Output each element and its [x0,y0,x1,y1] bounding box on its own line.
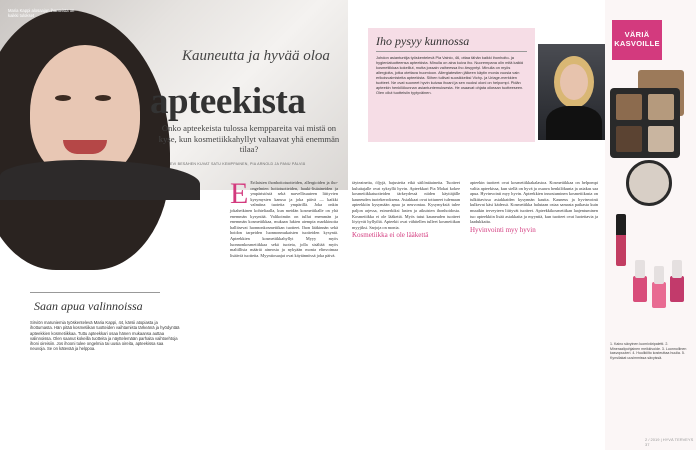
profile-box [368,28,535,142]
nail-polish-3 [670,276,684,302]
lipgloss [616,214,626,266]
powder-compact [626,160,672,206]
nail-polish-2 [652,282,666,308]
headline-italic: Kauneutta ja hyvää oloa [182,48,330,64]
body-column-1: E Erilaisten ihonhoitotuotteiden, allergioiden ja iho-ongelmien hoitotuotteiden, hauki-lisäaineiden ja ympäristöstä sekä narvellisuuteen liittyvien kysymysten kanssa ja joka päivä — kaikki valmiina tuotetta ympärillä. Joka onkin jokahetkinen kohteliaalla, kun meidän kosmetiikalle on yhä enemmän kysyntää. Valikoimiin on tullut enemmän ja enemmän kosmetiikkaa, mukaan lukien aiempia markkinoita hallitsevat luonnonkosmetiikan tuotteet. Ihon lääkinnän sekä hoidon tarpeiden luonnonmukaisten tuotteiden kysyntä. Apteekkien kosmetiikkahyllyt Myyy myös luonnonkosmetiikkaa sekä tuoteta, jolla sisältää myös maltillisia määriä aineosia ja nykyään monia elinvoimaa lisääviä tuotteita. Myyntiosaajat ovat käytännössä joka päivä. [230,177,338,258]
body-column-2: täyteaineita, öljyjä, hajusteita eikä säilöntäaineita. Tuotteet kuluttajalle ovat syksyllä hyvin. Apteekkari Pia Mokai kokee kosmetiikkatuotteiden tärkeydessä niiden käyttäjälle kauneuden tuotekerroksena. Asiakkaat ovat tottuneet tulemaan apteekkiin kysymään apua ja neuvontaa. Kysymyksiä tulee paljon arjessa, esimerkiksi lasten ja aikuisten ihonhoidosta. Kosmetiikka ei ole lääkettä. Myös tutut kauneuden tuotteet löytyvät hyllyiltä. Apteekit ovat vähitellen tulleet kosmetiikan myyjiksi. Sarjoja on monia. Kosmetiikka ei ole lääkettä [352,180,460,240]
product-notes: 1. Kaino sävyinen luomiväripaletti. 2. Mineraalipohjainen meikkivoide. 3. Luonnollinen kasvopuuteri. 4. Huulikiilto kosteuttaa huulia. 5. Kynsilakat uusimmissa sävyissä. [610,342,687,360]
lead-paragraph: Onko apteekeista tulossa kemppareita vai mistä on kyse, kun kosmetiikkahyllyt valtaavat yhä enemmän tilaa? [158,123,340,154]
quote-title: Saan apua valinnoissa [34,299,143,313]
eyeshadow-quad [610,88,680,158]
quote-box [30,292,160,316]
page-folio: 2 / 2019 | HYVÄ TERVEYS 37 [645,437,694,447]
portrait-photo [538,44,608,140]
quote-body: Sirviön maruniemia työskentelevä Maria Kappi, 44, kärsii atopiasta ja ihottumasta. Hän pitää kosmetiikan tuotteiden vaihtamista tärkeänä ja hyödyntää apteekkien kosmetiikkaa. Tuttu apteekkari osaa hänen mukaansa auttaa valinnoissa. Olen saanut kokeilla tuotteita ja näyttelemään parhaita vaihtoehtoja ihoni oireisiin. Jos ihooni tulee ongelmia tai uusia oireita, apteekissa saa neuvoja. Se on kätevää ja helppoa. [30,320,180,352]
sidebar-tag: VÄRIÄ KASVOILLE [612,20,662,60]
headline-main: apteekista [150,81,306,122]
nail-polish-1 [633,276,647,302]
subhead-2: Hyvinvointi myy hyvin [470,225,536,234]
photo-caption: Maria Kappi alosaajan ihanteista on kaikki tulokset [8,8,75,18]
right-page [348,0,696,450]
subhead-1: Kosmetiikka ei ole lääkettä [352,231,429,240]
profile-box-body: Johdon asiantuntija työskentelevä Pia Vainio, 46, ottaa tähän kaikki ihonhoito- ja hygieniatuotteensa apteekista. Minulla on aina kuiva iho. Nuorempana olin mitä kaikki kosmetiikkaa kokeillut, mutta jossain vaiheessa iho ärsyyntyi. Minulla on myös allergioita, jotka otettava huomioon. Allergiatestien jälkeen käytin monia vuosia vain erikoisvalmisteita apteekista. Siihen tuliivat suosikkeiksi Vichy- ja Uriage-merkkien tuotteet. Ne ovat suoneet hyvin kuivaa ihoani ja sen vuoksi oloni on helpompi. Pidän apteekin henkilökunnan asiantuntemuksesta. He osaavat ohjata oikeaan tuotteeseen. Olen ollut tuotteisiin tyytyväinen. [376,55,524,95]
body-column-3: apteekin tuotteet ovat kosmetiikkakalastoa. Kosmetiikkaa on helpompi valita apteekissa, kun siellä on hyvä ja osaava henkilökunta ja asiakas saa apua. Hyvinvointi myy hyvin. Apteekkien innostuminen kosmetiikasta on tulkittavissa asiakkaiden kysynnän kautta. Kauneus ja hyvinvointi kulkevat käsi kädessä. Kosmetiikka halutaan ostaa samasta paikasta kuin muutkin terveyteen liittyvät tuotteet. Apteekkikosmetiikan laajentuminen tuo apteekkiin lisää asiakkaita ja myyntiä, kun tuotteet ovat luotettavia ja laadukkaita. Hyvinvointi myy hyvin [470,180,598,234]
profile-box-title: Iho pysyy kunnossa [376,34,527,52]
dropcap: E [230,177,249,210]
byline: EVI BESÄHEN KUVAT SATU KEMPPAINEN, PIA ARNOLD JA PANU PÄLVIÄ [170,162,306,166]
